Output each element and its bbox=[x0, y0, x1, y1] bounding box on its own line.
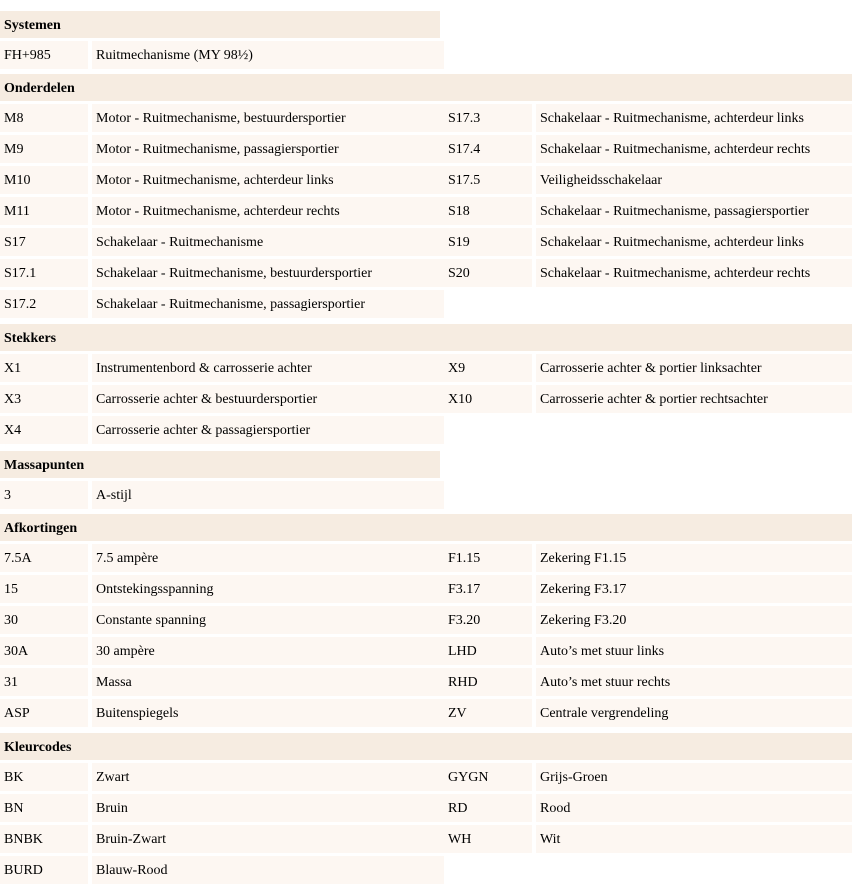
afkortingen-right-desc: Zekering F3.20 bbox=[536, 606, 852, 634]
onderdelen-left-desc: Schakelaar - Ruitmechanisme bbox=[92, 228, 444, 256]
kleurcodes-left-desc: Zwart bbox=[92, 763, 444, 791]
kleurcodes-right-desc: Wit bbox=[536, 825, 852, 853]
onderdelen-right-code: S18 bbox=[444, 197, 532, 225]
massapunten-code: 3 bbox=[0, 481, 88, 509]
kleurcodes-left-code: BNBK bbox=[0, 825, 88, 853]
kleurcodes-right-desc: Grijs-Groen bbox=[536, 763, 852, 791]
onderdelen-right-desc: Schakelaar - Ruitmechanisme, achterdeur rechts bbox=[536, 259, 852, 287]
stekkers-right-desc: Carrosserie achter & portier linksachter bbox=[536, 354, 852, 382]
massapunten-desc: A-stijl bbox=[92, 481, 444, 509]
kleurcodes-left-code: BURD bbox=[0, 856, 88, 884]
stekkers-left-code: X4 bbox=[0, 416, 88, 444]
systemen-code: FH+985 bbox=[0, 41, 88, 69]
kleurcodes-left-desc: Bruin-Zwart bbox=[92, 825, 444, 853]
afkortingen-left-desc: 7.5 ampère bbox=[92, 544, 444, 572]
kleurcodes-left-code: BK bbox=[0, 763, 88, 791]
onderdelen-right-desc: Schakelaar - Ruitmechanisme, passagiersportier bbox=[536, 197, 852, 225]
afkortingen-right-code: F3.17 bbox=[444, 575, 532, 603]
afkortingen-right-code: LHD bbox=[444, 637, 532, 665]
afkortingen-left-desc: Constante spanning bbox=[92, 606, 444, 634]
kleurcodes-left-desc: Blauw-Rood bbox=[92, 856, 444, 884]
stekkers-left-code: X3 bbox=[0, 385, 88, 413]
onderdelen-left-code: S17.1 bbox=[0, 259, 88, 287]
systemen-desc: Ruitmechanisme (MY 98½) bbox=[92, 41, 444, 69]
onderdelen-right-code: S20 bbox=[444, 259, 532, 287]
afkortingen-left-desc: Ontstekingsspanning bbox=[92, 575, 444, 603]
afkortingen-left-code: 31 bbox=[0, 668, 88, 696]
stekkers-left-desc: Carrosserie achter & passagiersportier bbox=[92, 416, 444, 444]
kleurcodes-left-desc: Bruin bbox=[92, 794, 444, 822]
onderdelen-right-code: S17.4 bbox=[444, 135, 532, 163]
afkortingen-right-desc: Auto’s met stuur rechts bbox=[536, 668, 852, 696]
afkortingen-right-code: F3.20 bbox=[444, 606, 532, 634]
section-header-kleurcodes: Kleurcodes bbox=[0, 733, 852, 760]
afkortingen-left-code: 30A bbox=[0, 637, 88, 665]
onderdelen-left-desc: Motor - Ruitmechanisme, passagiersportier bbox=[92, 135, 444, 163]
stekkers-right-code: X10 bbox=[444, 385, 532, 413]
onderdelen-left-desc: Motor - Ruitmechanisme, bestuurdersportier bbox=[92, 104, 444, 132]
onderdelen-right-code: S17.3 bbox=[444, 104, 532, 132]
afkortingen-left-desc: Massa bbox=[92, 668, 444, 696]
onderdelen-left-desc: Motor - Ruitmechanisme, achterdeur rechts bbox=[92, 197, 444, 225]
onderdelen-left-desc: Motor - Ruitmechanisme, achterdeur links bbox=[92, 166, 444, 194]
onderdelen-left-desc: Schakelaar - Ruitmechanisme, bestuurdersportier bbox=[92, 259, 444, 287]
afkortingen-right-desc: Zekering F3.17 bbox=[536, 575, 852, 603]
section-header-systemen: Systemen bbox=[0, 11, 440, 38]
afkortingen-left-code: 7.5A bbox=[0, 544, 88, 572]
onderdelen-left-code: M11 bbox=[0, 197, 88, 225]
onderdelen-left-code: S17.2 bbox=[0, 290, 88, 318]
kleurcodes-right-code: GYGN bbox=[444, 763, 532, 791]
onderdelen-left-code: M9 bbox=[0, 135, 88, 163]
afkortingen-right-desc: Auto’s met stuur links bbox=[536, 637, 852, 665]
afkortingen-right-desc: Zekering F1.15 bbox=[536, 544, 852, 572]
section-header-massapunten: Massapunten bbox=[0, 451, 440, 478]
afkortingen-right-code: F1.15 bbox=[444, 544, 532, 572]
onderdelen-left-code: M8 bbox=[0, 104, 88, 132]
kleurcodes-left-code: BN bbox=[0, 794, 88, 822]
section-header-stekkers: Stekkers bbox=[0, 324, 852, 351]
onderdelen-right-desc: Veiligheidsschakelaar bbox=[536, 166, 852, 194]
onderdelen-right-code: S17.5 bbox=[444, 166, 532, 194]
afkortingen-left-desc: Buitenspiegels bbox=[92, 699, 444, 727]
stekkers-left-code: X1 bbox=[0, 354, 88, 382]
stekkers-right-desc: Carrosserie achter & portier rechtsachter bbox=[536, 385, 852, 413]
afkortingen-right-code: ZV bbox=[444, 699, 532, 727]
onderdelen-right-desc: Schakelaar - Ruitmechanisme, achterdeur links bbox=[536, 228, 852, 256]
afkortingen-left-code: 15 bbox=[0, 575, 88, 603]
section-header-onderdelen: Onderdelen bbox=[0, 74, 852, 101]
onderdelen-left-desc: Schakelaar - Ruitmechanisme, passagiersportier bbox=[92, 290, 444, 318]
stekkers-right-code: X9 bbox=[444, 354, 532, 382]
afkortingen-right-code: RHD bbox=[444, 668, 532, 696]
section-header-afkortingen: Afkortingen bbox=[0, 514, 852, 541]
onderdelen-left-code: M10 bbox=[0, 166, 88, 194]
onderdelen-right-desc: Schakelaar - Ruitmechanisme, achterdeur rechts bbox=[536, 135, 852, 163]
afkortingen-left-code: ASP bbox=[0, 699, 88, 727]
kleurcodes-right-code: WH bbox=[444, 825, 532, 853]
afkortingen-left-desc: 30 ampère bbox=[92, 637, 444, 665]
kleurcodes-right-code: RD bbox=[444, 794, 532, 822]
onderdelen-right-desc: Schakelaar - Ruitmechanisme, achterdeur links bbox=[536, 104, 852, 132]
afkortingen-left-code: 30 bbox=[0, 606, 88, 634]
onderdelen-left-code: S17 bbox=[0, 228, 88, 256]
kleurcodes-right-desc: Rood bbox=[536, 794, 852, 822]
afkortingen-right-desc: Centrale vergrendeling bbox=[536, 699, 852, 727]
stekkers-left-desc: Instrumentenbord & carrosserie achter bbox=[92, 354, 444, 382]
stekkers-left-desc: Carrosserie achter & bestuurdersportier bbox=[92, 385, 444, 413]
onderdelen-right-code: S19 bbox=[444, 228, 532, 256]
